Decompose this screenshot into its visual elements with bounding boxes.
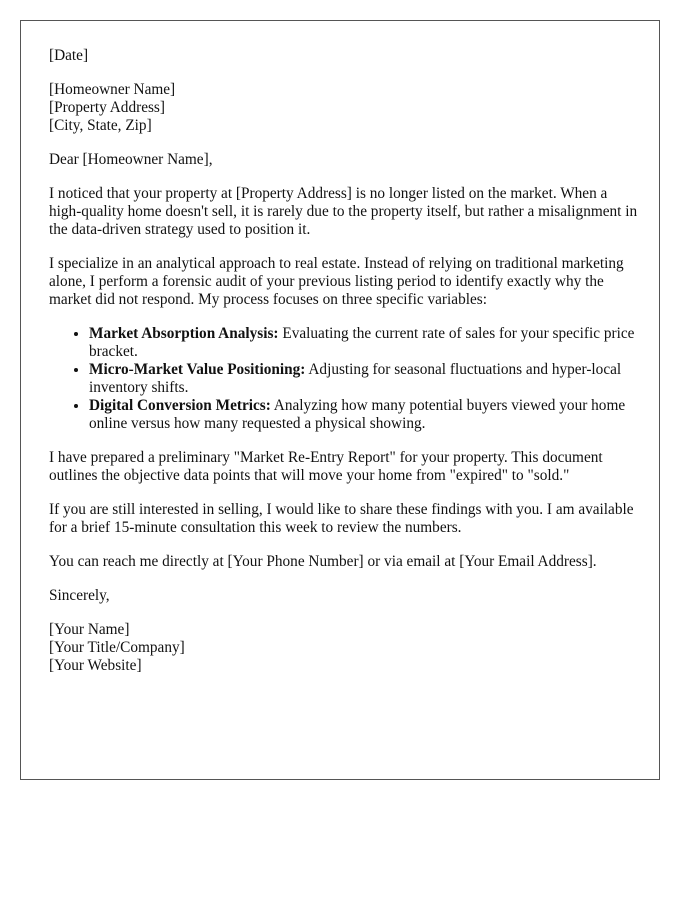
list-item [89, 325, 643, 361]
contact-paragraph: You can reach me directly at [Your Phone Number] or via email at [Your Email Address]. [49, 553, 597, 570]
signature-block [49, 621, 643, 675]
variable-description: Adjusting for seasonal fluctuations and hyper-local inventory shifts. [89, 361, 622, 396]
recipient-property-address: [Property Address] [49, 99, 165, 116]
intro-paragraph: I noticed that your property at [Property Address] is no longer listed on the market. When a high-quality home doesn't sell, it is rarely due to the property itself, but rather a misalignment in the data-driven strategy used to position it. [49, 185, 638, 238]
list-item [89, 361, 643, 397]
offer-paragraph: If you are still interested in selling, I would like to share these findings with you. I am available for a brief 15-minute consultation this week to review the numbers. [49, 501, 634, 536]
recipient-address-block [49, 81, 643, 135]
approach-paragraph: I specialize in an analytical approach to real estate. Instead of relying on traditional marketing alone, I perform a forensic audit of your previous listing period to identify exactly why the market did not respond. My process focuses on three specific variables: [49, 255, 624, 308]
letter-body [49, 47, 643, 691]
letter-date: [Date] [49, 47, 89, 64]
recipient-city-state-zip: [City, State, Zip] [49, 117, 152, 134]
report-paragraph: I have prepared a preliminary "Market Re-Entry Report" for your property. This document outlines the objective data points that will move your home from "expired" to "sold." [49, 449, 603, 484]
variable-description: Analyzing how many potential buyers viewed your home online versus how many requested a physical showing. [89, 397, 626, 432]
variables-list [49, 325, 643, 433]
recipient-name: [Homeowner Name] [49, 81, 176, 98]
variable-term: Market Absorption Analysis: [89, 325, 279, 342]
sender-website: [Your Website] [49, 657, 142, 674]
list-item [89, 397, 643, 433]
letter-page [20, 20, 660, 780]
variable-term: Micro-Market Value Positioning: [89, 361, 306, 378]
salutation: Dear [Homeowner Name], [49, 151, 213, 168]
sender-name: [Your Name] [49, 621, 130, 638]
variable-description: Evaluating the current rate of sales for your specific price bracket. [89, 325, 635, 360]
closing: Sincerely, [49, 587, 110, 604]
sender-title-company: [Your Title/Company] [49, 639, 185, 656]
variable-term: Digital Conversion Metrics: [89, 397, 271, 414]
